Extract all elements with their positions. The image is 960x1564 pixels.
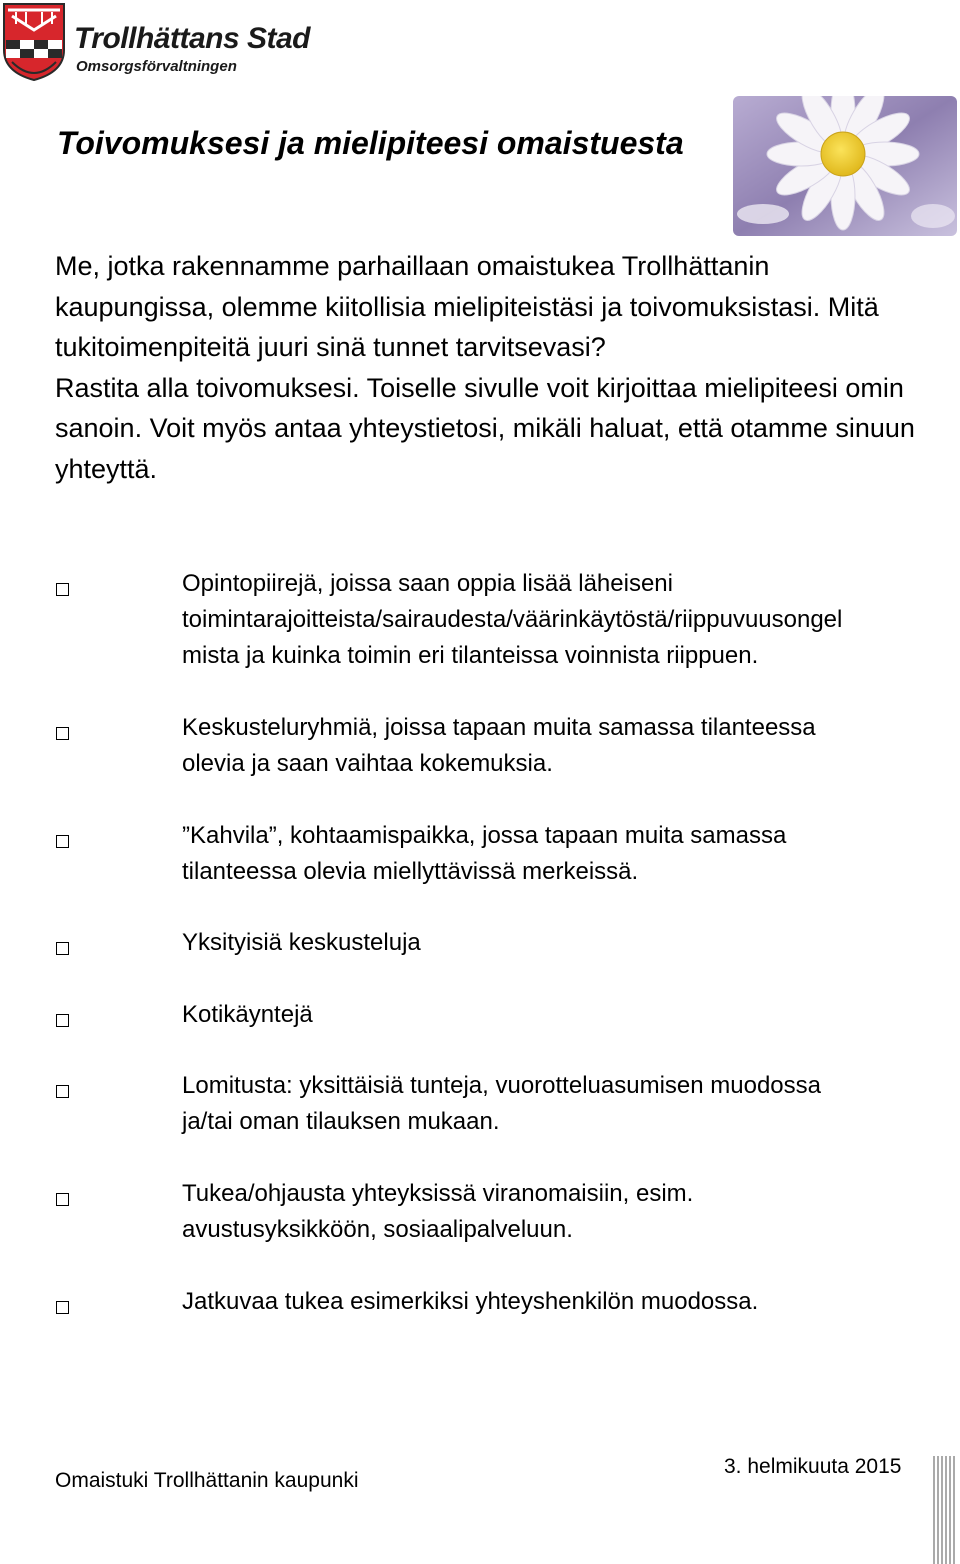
footer-org: Omaistuki Trollhättanin kaupunki	[55, 1469, 359, 1492]
checkbox[interactable]	[56, 835, 69, 848]
decorative-lines-icon	[932, 1456, 958, 1564]
checkbox[interactable]	[56, 1014, 69, 1027]
checkbox[interactable]	[56, 1085, 69, 1098]
page-title: Toivomuksesi ja mielipiteesi omaistuesta	[57, 125, 684, 161]
option-label: Keskusteluryhmiä, joissa tapaan muita samassa tilanteessa olevia ja saan vaihtaa kokemuksia.	[182, 714, 816, 777]
intro-paragraph: Rastita alla toivomuksesi. Toiselle sivulle voit kirjoittaa mielipiteesi omin sanoin. Voit myös antaa yhteystietosi, mikäli haluat, että otamme sinuun yhteyttä.	[55, 372, 915, 484]
org-name: Trollhättans Stad	[74, 22, 310, 55]
checkbox[interactable]	[56, 942, 69, 955]
option-label: Opintopiirejä, joissa saan oppia lisää läheiseni toimintarajoitteista/sairaudesta/väärinkäytöstä/riippuvuusongel mista ja kuinka toimin eri tilanteissa voinnista riippuen.	[182, 570, 843, 669]
option-label: Yksityisiä keskusteluja	[182, 929, 421, 956]
option-label: Jatkuvaa tukea esimerkiksi yhteyshenkilön muodossa.	[182, 1288, 759, 1315]
org-department: Omsorgsförvaltningen	[76, 58, 237, 75]
option-label: Tukea/ohjausta yhteyksissä viranomaisiin, esim. avustusyksikköön, sosiaalipalveluun.	[182, 1180, 694, 1243]
option-label: ”Kahvila”, kohtaamispaikka, jossa tapaan muita samassa tilanteessa olevia miellyttävissä merkeissä.	[182, 822, 787, 885]
intro-paragraph: Me, jotka rakennamme parhaillaan omaistukea Trollhättanin kaupungissa, olemme kiitollisia mielipiteistäsi ja toivomuksistasi. Mitä tukitoimenpiteitä juuri sinä tunnet tarvitsevasi?	[55, 251, 879, 362]
option-label: Lomitusta: yksittäisiä tunteja, vuorotteluasumisen muodossa ja/tai oman tilauksen mukaan.	[182, 1072, 821, 1135]
checkbox[interactable]	[56, 1193, 69, 1206]
checkbox[interactable]	[56, 583, 69, 596]
footer-date: 3. helmikuuta 2015	[724, 1455, 902, 1478]
checkbox[interactable]	[56, 1301, 69, 1314]
checkbox[interactable]	[56, 727, 69, 740]
option-label: Kotikäyntejä	[182, 1001, 313, 1028]
